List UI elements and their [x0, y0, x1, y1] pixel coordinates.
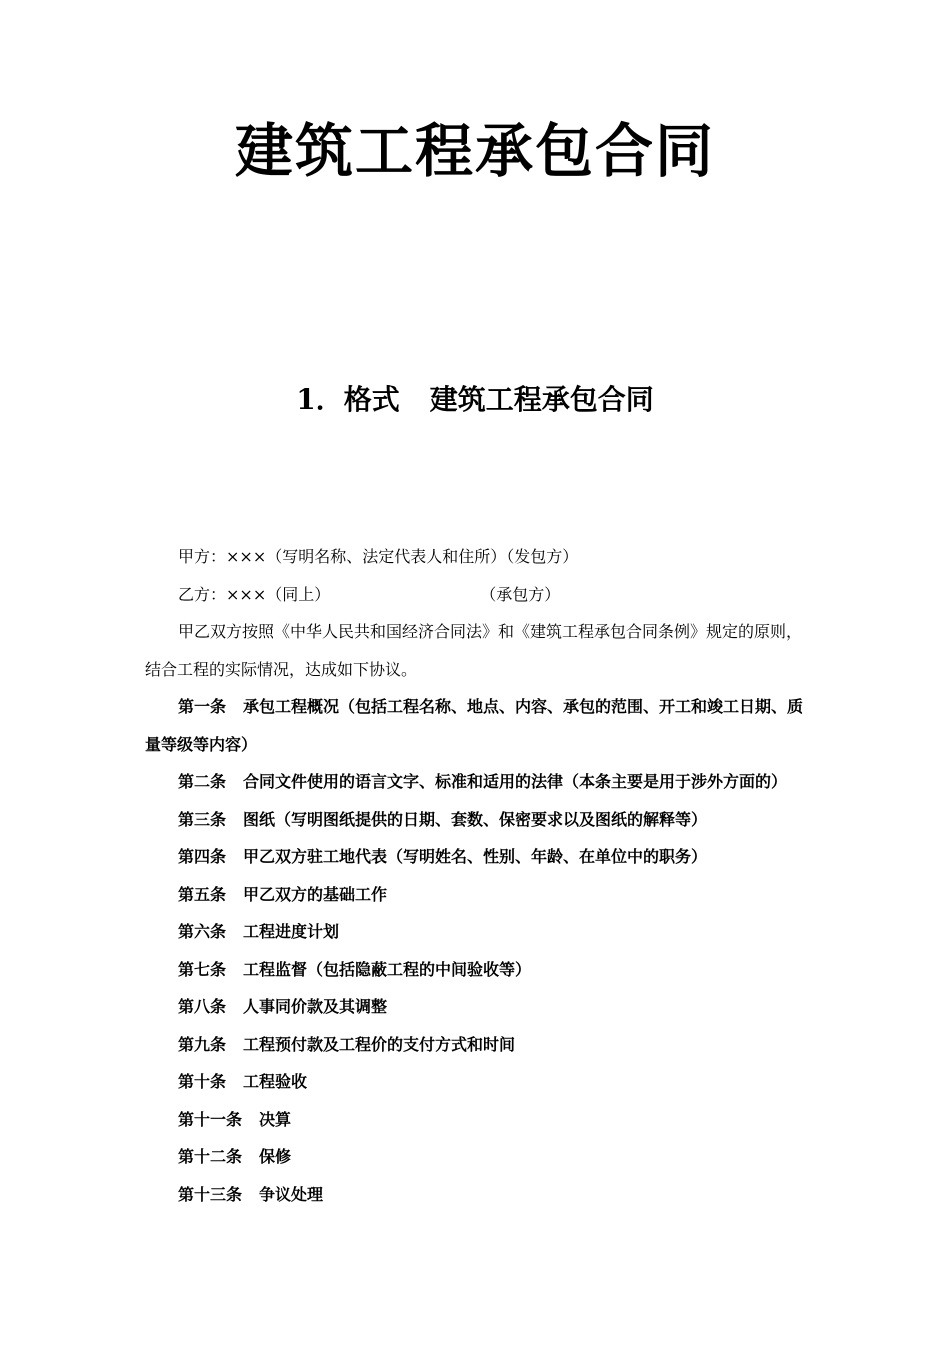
article-number: 第一条	[178, 697, 227, 716]
article-number: 第二条	[178, 772, 227, 791]
article-11	[145, 1101, 815, 1139]
article-text: 甲乙双方驻工地代表（写明姓名、性别、年龄、在单位中的职务）	[243, 847, 708, 866]
article-5	[145, 876, 815, 914]
article-number: 第七条	[178, 959, 227, 979]
article-number: 第十三条	[178, 1184, 243, 1204]
article-number: 第十二条	[178, 1147, 243, 1166]
article-8	[145, 988, 815, 1026]
article-text: 工程进度计划	[243, 922, 340, 941]
article-text: 承包工程概况（包括工程名称、地点、内容、承包的范围、开工和竣工日期、质量等级等内容）	[145, 697, 804, 754]
party-b-role: （承包方）	[480, 584, 561, 604]
section-heading-text: 建筑工程承包合同	[429, 383, 654, 416]
article-number: 第十一条	[178, 1109, 243, 1129]
section-heading	[0, 382, 950, 418]
article-1	[145, 688, 815, 763]
article-number: 第六条	[178, 922, 227, 941]
article-text: 图纸（写明图纸提供的日期、套数、保密要求以及图纸的解释等）	[243, 809, 708, 829]
section-number: 1．格式	[296, 383, 400, 416]
article-number: 第三条	[178, 809, 227, 829]
party-b-line	[145, 576, 815, 614]
article-12	[145, 1138, 815, 1176]
article-number: 第四条	[178, 847, 227, 866]
article-text: 保修	[259, 1147, 292, 1166]
article-text: 工程监督（包括隐蔽工程的中间验收等）	[243, 959, 532, 979]
article-number: 第九条	[178, 1034, 227, 1054]
article-text: 决算	[259, 1109, 292, 1129]
article-text: 工程验收	[243, 1072, 308, 1091]
article-13	[145, 1176, 815, 1214]
article-10	[145, 1063, 815, 1101]
article-number: 第八条	[178, 997, 227, 1016]
party-b-name: 乙方：×××（同上）	[178, 584, 331, 604]
party-a-line: 甲方：×××（写明名称、法定代表人和住所）（发包方）	[178, 547, 579, 566]
article-2	[145, 763, 815, 801]
article-text: 甲乙双方的基础工作	[243, 884, 388, 904]
preamble-paragraph: 甲乙双方按照《中华人民共和国经济合同法》和《建筑工程承包合同条例》规定的原则，结合工程的实际情况，达成如下协议。	[145, 622, 803, 679]
article-text: 人事同价款及其调整	[243, 997, 388, 1016]
contract-body	[145, 538, 815, 1213]
article-number: 第十条	[178, 1072, 227, 1091]
article-6	[145, 913, 815, 951]
article-7	[145, 951, 815, 989]
article-4	[145, 838, 815, 876]
document-title: 建筑工程承包合同	[234, 117, 715, 185]
article-text: 工程预付款及工程价的支付方式和时间	[243, 1034, 516, 1054]
article-number: 第五条	[178, 884, 227, 904]
article-9	[145, 1026, 815, 1064]
article-text: 合同文件使用的语言文字、标准和适用的法律（本条主要是用于涉外方面的）	[243, 772, 788, 791]
article-3	[145, 801, 815, 839]
article-text: 争议处理	[259, 1184, 324, 1204]
